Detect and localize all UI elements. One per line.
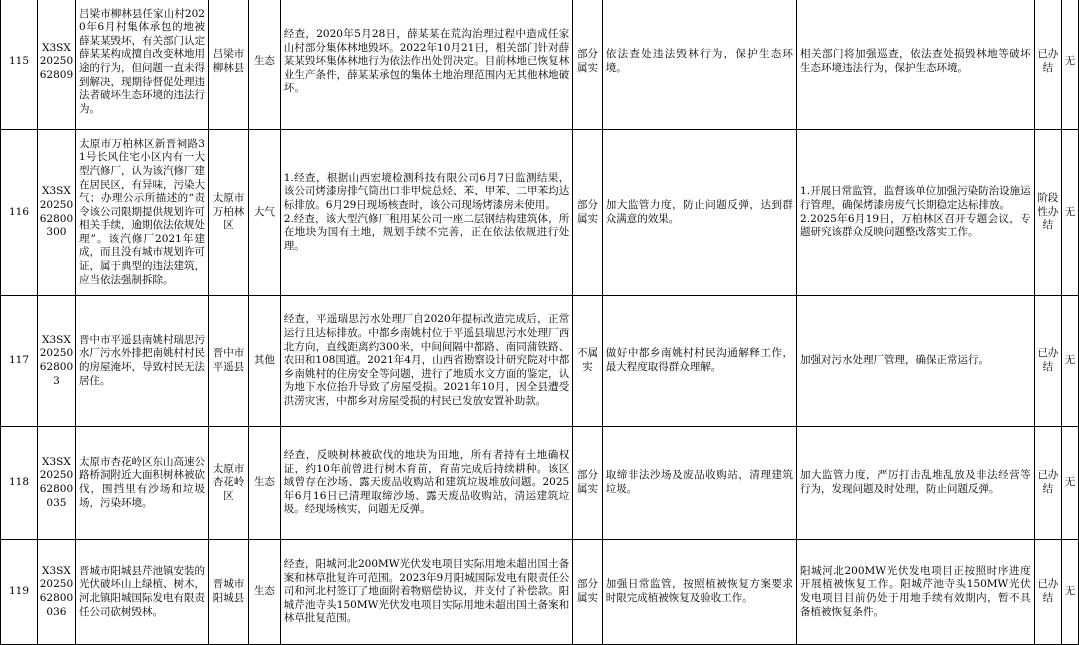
pollution-category: 生态 (249, 0, 281, 130)
complaint-content: 晋中市平遥县南姚村瑞思污水厂污水外排把南姚村村民的房屋淹坏，导致村民无法居住。 (75, 296, 208, 427)
case-status: 已办结 (1034, 0, 1061, 130)
pollution-category: 生态 (249, 427, 281, 540)
accountability: 无 (1062, 130, 1079, 296)
case-code: X3SX2025062809 (37, 0, 75, 130)
case-status: 阶段性办结 (1034, 130, 1061, 296)
pollution-category: 大气 (249, 130, 281, 296)
accountability: 无 (1062, 540, 1079, 645)
complaint-content: 吕梁市柳林县任家山村2020年6月村集体承包的地被薛某某毁坏，有关部门认定薛某某构成擅自改变林地用途的行为，但问题一直未得到解决，现期待督促处理违法者破坏生态环境的违法行为。 (75, 0, 208, 130)
case-status: 已办结 (1034, 296, 1061, 427)
pollution-category: 生态 (249, 540, 281, 645)
complaint-content: 太原市万柏林区新晋祠路31号长风住宅小区内有一大型汽修厂，认为该汽修厂建在居民区，有异味，污染大气；办理公示所描述的“责令该公司限期提供规划许可相关手续，逾期依法依规处理”。该汽修厂2021年建成，而且没有城市规划许可证，属于典型的违法建筑，应当依法强制拆除。 (75, 130, 208, 296)
investigation-result: 经查，平遥瑞思污水处理厂自2020年提标改造完成后，正常运行且达标排放。中都乡南姚村位于平遥县瑞思污水处理厂西北方向，直线距离约300米，中间间隔中都路、南同蒲铁路、农田和108国道。2021年4月，山西省勘察设计研究院对中都乡南姚村的住房安全等问题，进行了地质水文方面的鉴定，认为地下水位抬升导致了房屋受损。2021年10月，因全县遭受洪涝灾害，中都乡对房屋受损的村民已发放安置补助款。 (280, 296, 572, 427)
rectification-measure: 阳城河北200MW光伏发电项目正按照时序进度开展植被恢复工作。阳城芹池寺头150MW光伏发电项目目前仍处于用地手续有效期内，暂不具备植被恢复条件。 (797, 540, 1035, 645)
row-number: 115 (1, 0, 38, 130)
row-number: 116 (1, 130, 38, 296)
table-row (1, 296, 1079, 427)
investigation-result: 1.经查，根据山西宏境检测科技有限公司6月7日监测结果，该公司烤漆房排气筒出口非甲烷总烃、苯、甲苯、二甲苯均达标排放。6月29日现场核查时，该公司现场烤漆房未使用。 2.经查，该大型汽修厂租用某公司一座二层钢结构建筑体，所在地块为国有土地，规划手续不完善，正在依法依规进行处理。 (280, 130, 572, 296)
verdict: 部分属实 (573, 427, 603, 540)
row-number: 119 (1, 540, 38, 645)
investigation-result: 经查，2020年5月28日，薛某某在荒沟治理过程中造成任家山村部分集体林地毁坏。2022年10月21日，相关部门针对薛某某毁坏集体林地行为依法作出处罚决定。目前林地已恢复林业生产条件，薛某某承包的集体土地治理范围内无其他林地破坏。 (280, 0, 572, 130)
table-row (1, 427, 1079, 540)
case-status: 已办结 (1034, 540, 1061, 645)
rectification-measure: 加强对污水处理厂管理，确保正常运行。 (797, 296, 1035, 427)
region: 晋城市阳城县 (208, 540, 248, 645)
handling-measure: 加强日常监管，按照植被恢复方案要求时限完成植被恢复及验收工作。 (602, 540, 796, 645)
region: 吕梁市柳林县 (208, 0, 248, 130)
investigation-result: 经查，阳城河北200MW光伏发电项目实际用地未超出国土备案和林草批复许可范围。2023年9月阳城国际发电有限责任公司和河北村签订了地面附着物赔偿协议，并支付了补偿款。阳城芹池寺头150MW光伏发电项目实际用地未超出国土备案和林草批复范围。 (280, 540, 572, 645)
table-row (1, 0, 1079, 130)
row-number: 117 (1, 296, 38, 427)
handling-measure: 加大监管力度，防止问题反弹，达到群众满意的效果。 (602, 130, 796, 296)
table-row (1, 540, 1079, 645)
verdict: 部分属实 (573, 130, 603, 296)
complaint-content: 太原市杏花岭区东山高速公路桥洞附近大面积树林被砍伐，围挡里有沙场和垃圾场，污染环境。 (75, 427, 208, 540)
region: 晋中市平遥县 (208, 296, 248, 427)
region: 太原市杏花岭区 (208, 427, 248, 540)
verdict: 部分属实 (573, 540, 603, 645)
handling-measure: 依法查处违法毁林行为，保护生态环境。 (602, 0, 796, 130)
case-code: X3SX2025062800036 (37, 540, 75, 645)
case-status: 已办结 (1034, 427, 1061, 540)
row-number: 118 (1, 427, 38, 540)
verdict: 不属实 (573, 296, 603, 427)
verdict: 部分属实 (573, 0, 603, 130)
complaint-content: 晋城市阳城县芹池镇安装的光伏破坏山上绿植、树木，河北镇阳城国际发电有限责任公司砍树毁林。 (75, 540, 208, 645)
rectification-measure: 加大监管力度，严厉打击乱堆乱放及非法经营等行为，发现问题及时处理，防止问题反弹。 (797, 427, 1035, 540)
case-code: X3SX2025062800300 (37, 130, 75, 296)
case-code: X3SX20250628003 (37, 296, 75, 427)
table-row (1, 130, 1079, 296)
investigation-result: 经查，反映树林被砍伐的地块为田地，所有者持有土地确权证，约10年前曾进行树木育苗，育苗完成后持续耕种。该区域曾存在沙场、露天废品收购站和建筑垃圾堆放问题。2025年6月16日已清理取缔沙场、露天废品收购站，清运建筑垃圾。经现场核实，问题无反弹。 (280, 427, 572, 540)
case-code: X3SX2025062800035 (37, 427, 75, 540)
region: 太原市万柏林区 (208, 130, 248, 296)
rectification-measure: 1.开展日常监管，监督该单位加强污染防治设施运行管理，确保烤漆房废气长期稳定达标排放。 2.2025年6月19日，万柏林区召开专题会议，专题研究该群众反映问题整改落实工作。 (797, 130, 1035, 296)
pollution-category: 其他 (249, 296, 281, 427)
accountability: 无 (1062, 0, 1079, 130)
rectification-measure: 相关部门将加强巡查，依法查处损毁林地等破坏生态环境违法行为，保护生态环境。 (797, 0, 1035, 130)
handling-measure: 取缔非法沙场及废品收购站，清理建筑垃圾。 (602, 427, 796, 540)
handling-measure: 做好中都乡南姚村村民沟通解释工作，最大程度取得群众理解。 (602, 296, 796, 427)
accountability: 无 (1062, 296, 1079, 427)
accountability: 无 (1062, 427, 1079, 540)
